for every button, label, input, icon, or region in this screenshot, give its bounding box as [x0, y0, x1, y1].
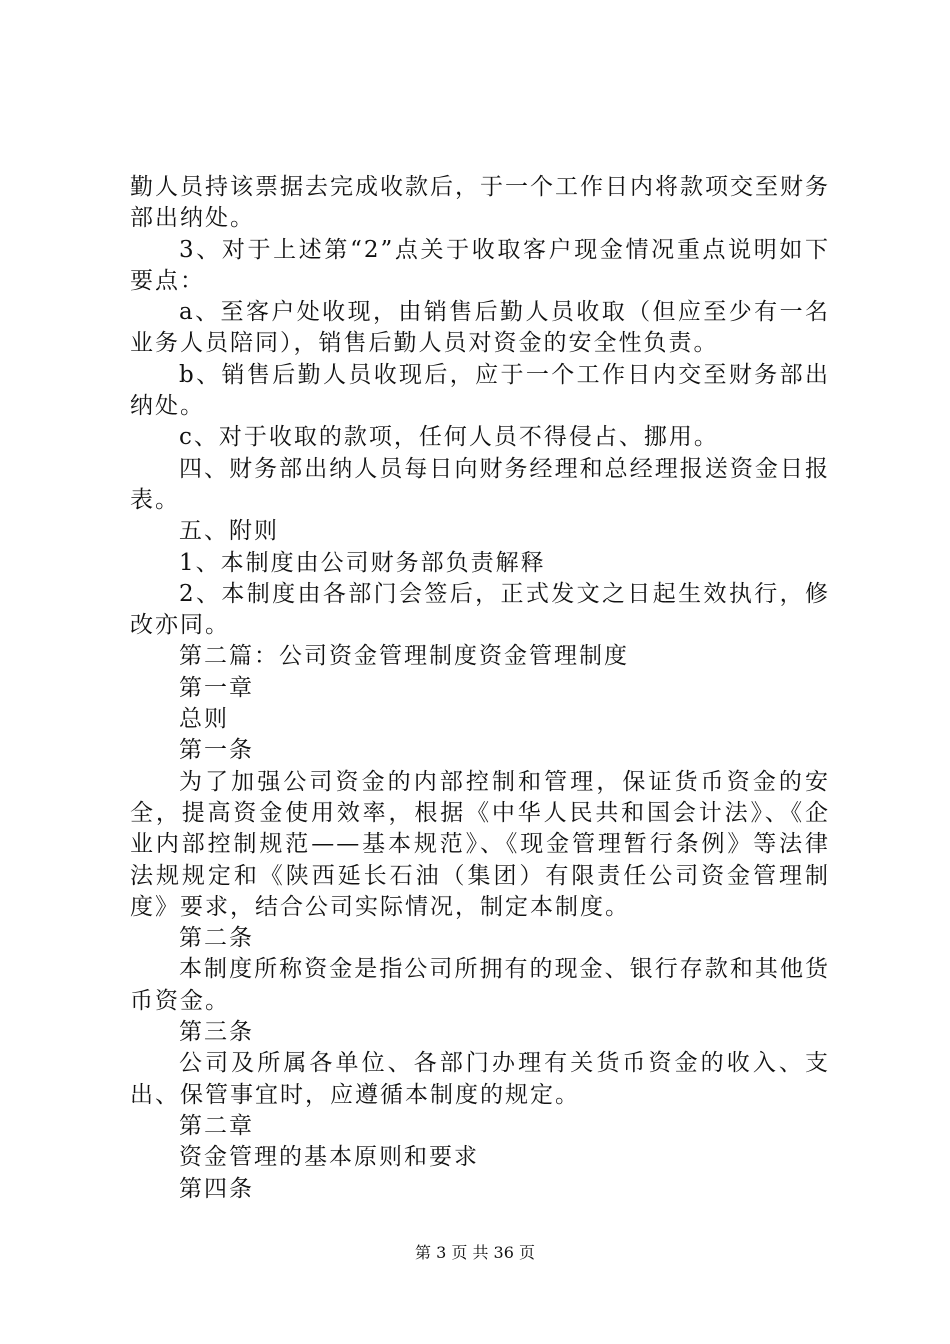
paragraph: 本制度所称资金是指公司所拥有的现金、银行存款和其他货币资金。	[130, 956, 830, 1014]
paragraph: 第二条	[179, 925, 254, 952]
paragraph: 第一条	[179, 737, 254, 764]
paragraph: 为了加强公司资金的内部控制和管理，保证货币资金的安全，提高资金使用效率，根据《中华人民共和国会计法》、《企业内部控制规范——基本规范》、《现金管理暂行条例》等法律法规规定和《陕西延长石油（集团）有限责任公司资金管理制度》要求，结合公司实际情况，制定本制度。	[130, 768, 830, 920]
page-footer	[0, 1243, 950, 1263]
paragraph: a、至客户处收现，由销售后勤人员收取（但应至少有一名业务人员陪同），销售后勤人员对资金的安全性负责。	[130, 299, 830, 357]
paragraph: 2、本制度由各部门会签后，正式发文之日起生效执行，修改亦同。	[130, 580, 830, 639]
paragraph: 四、财务部出纳人员每日向财务经理和总经理报送资金日报表。	[130, 455, 830, 513]
paragraph: 第一章	[179, 674, 254, 701]
paragraph: 资金管理的基本原则和要求	[179, 1144, 479, 1171]
paragraph: 第三条	[179, 1019, 254, 1046]
paragraph: 1、本制度由公司财务部负责解释	[179, 549, 546, 576]
paragraph: 3、对于上述第“2”点关于收取客户现金情况重点说明如下要点：	[130, 236, 830, 294]
paragraph: 总则	[179, 706, 229, 733]
paragraph: 第二章	[179, 1112, 254, 1139]
paragraph: 第四条	[179, 1175, 254, 1202]
paragraph: 五、附则	[179, 518, 279, 545]
paragraph: c、对于收取的款项，任何人员不得侵占、挪用。	[179, 424, 719, 451]
paragraph: b、销售后勤人员收现后，应于一个工作日内交至财务部出纳处。	[130, 361, 830, 420]
paragraph: 第二篇：公司资金管理制度资金管理制度	[179, 643, 629, 670]
paragraph: 勤人员持该票据去完成收款后，于一个工作日内将款项交至财务部出纳处。	[130, 174, 830, 232]
document-body	[130, 172, 830, 1205]
page-number-label: 第 3 页 共 36 页	[415, 1243, 535, 1262]
paragraph: 公司及所属各单位、各部门办理有关货币资金的收入、支出、保管事宜时，应遵循本制度的规定。	[130, 1050, 830, 1108]
